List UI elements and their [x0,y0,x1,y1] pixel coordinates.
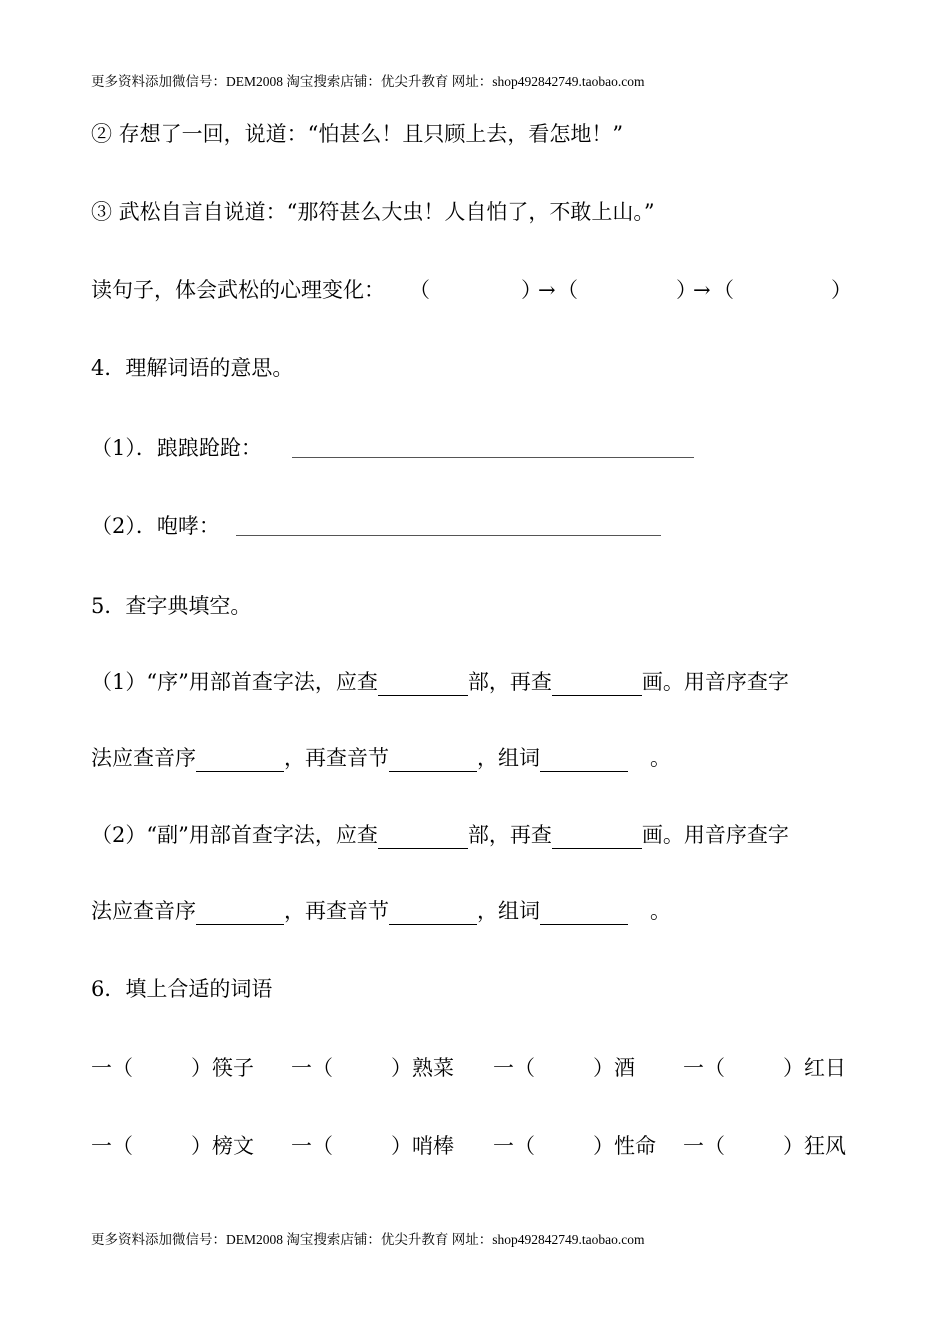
q6-prefix: 一（ [291,1056,333,1080]
q5-title: 5．查字典填空。 [91,594,252,618]
paren-open: （ [713,278,734,302]
paren-close: ） [676,278,697,302]
q3-sentence-3: ③ 武松自言自说道：“那符甚么大虫！人自怕了，不敢上山。” [91,200,655,224]
q5-item-1-line-2 [91,744,671,772]
q6-prefix: 一（ [291,1134,333,1158]
initial-letter-blank[interactable] [196,904,284,925]
q5-item-2-line-1 [91,821,789,849]
q5-item-1-text-f: ，组词 [477,746,540,770]
q5-item-2-text-a: （2）“副”用部首查字法，应查 [91,823,378,847]
answer-blank-3[interactable] [736,276,831,302]
q5-item-1-text-b: 部，再查 [467,670,552,694]
q6-prefix: 一（ [91,1134,133,1158]
q3-psychology-row [91,276,861,306]
q5-item-1-line-1 [91,668,789,696]
q5-item-2-text-d: 法应查音序 [91,899,196,923]
q6-prefix: 一（ [493,1134,535,1158]
paren-close: ） [521,278,542,302]
q4-item-1-answer-line[interactable] [292,457,694,458]
q6-prefix: 一（ [91,1056,133,1080]
q4-title: 4．理解词语的意思。 [91,356,294,380]
q6-word: ）酒 [593,1056,635,1080]
q6-row-1 [91,1054,861,1084]
q6-word: ）狂风 [783,1134,846,1158]
syllable-blank[interactable] [389,904,477,925]
word-blank[interactable] [540,751,628,772]
radical-blank[interactable] [378,675,468,696]
q5-item-2-text-f: ，组词 [477,899,540,923]
answer-blank-1[interactable] [431,276,521,302]
arrow-right-icon: → [693,278,711,302]
q6-word: ）哨棒 [391,1134,454,1158]
q6-prefix: 一（ [683,1056,725,1080]
q5-item-1-text-g: 。 [650,746,671,770]
q5-item-1-text-d: 法应查音序 [91,746,196,770]
q5-item-1-text-c: 画。用音序查字 [641,670,789,694]
q6-word: ）熟菜 [391,1056,454,1080]
q5-item-2-text-b: 部，再查 [467,823,552,847]
q3-prompt: 读句子，体会武松的心理变化： [91,278,385,302]
arrow-right-icon: → [538,278,556,302]
q5-item-2-text-e: ，再查音节 [284,899,389,923]
q4-item-2-answer-line[interactable] [236,535,661,536]
q4-item-1 [91,434,262,462]
q5-item-1-text-e: ，再查音节 [284,746,389,770]
q6-word: ）红日 [783,1056,846,1080]
q5-item-2-line-2 [91,897,671,925]
q6-word: ）性命 [593,1134,656,1158]
initial-letter-blank[interactable] [196,751,284,772]
paren-open: （ [557,278,578,302]
q6-prefix: 一（ [683,1134,725,1158]
q3-sentence-2: ② 存想了一回，说道：“怕甚么！且只顾上去，看怎地！” [91,122,624,146]
page-footer: 更多资料添加微信号：DEM2008 淘宝搜索店铺：优尖升教育 网址：shop492842749.taobao.com [91,1232,645,1247]
stroke-count-blank[interactable] [552,828,642,849]
q5-item-2-text-g: 。 [650,899,671,923]
q6-word: ）筷子 [191,1056,254,1080]
radical-blank[interactable] [378,828,468,849]
q6-title: 6．填上合适的词语 [91,977,273,1001]
q6-row-2 [91,1132,861,1162]
q6-prefix: 一（ [493,1056,535,1080]
word-blank[interactable] [540,904,628,925]
q4-item-2-label: （2）．咆哮： [91,514,220,538]
q6-word: ）榜文 [191,1134,254,1158]
q5-item-1-text-a: （1）“序”用部首查字法，应查 [91,670,378,694]
answer-blank-2[interactable] [581,276,676,302]
stroke-count-blank[interactable] [552,675,642,696]
paren-open: （ [409,278,430,302]
q4-item-2 [91,512,220,540]
q5-item-2-text-c: 画。用音序查字 [641,823,789,847]
syllable-blank[interactable] [389,751,477,772]
paren-close: ） [831,278,852,302]
q4-item-1-label: （1）．踉踉跄跄： [91,436,262,460]
page-header: 更多资料添加微信号：DEM2008 淘宝搜索店铺：优尖升教育 网址：shop492842749.taobao.com [91,74,645,89]
